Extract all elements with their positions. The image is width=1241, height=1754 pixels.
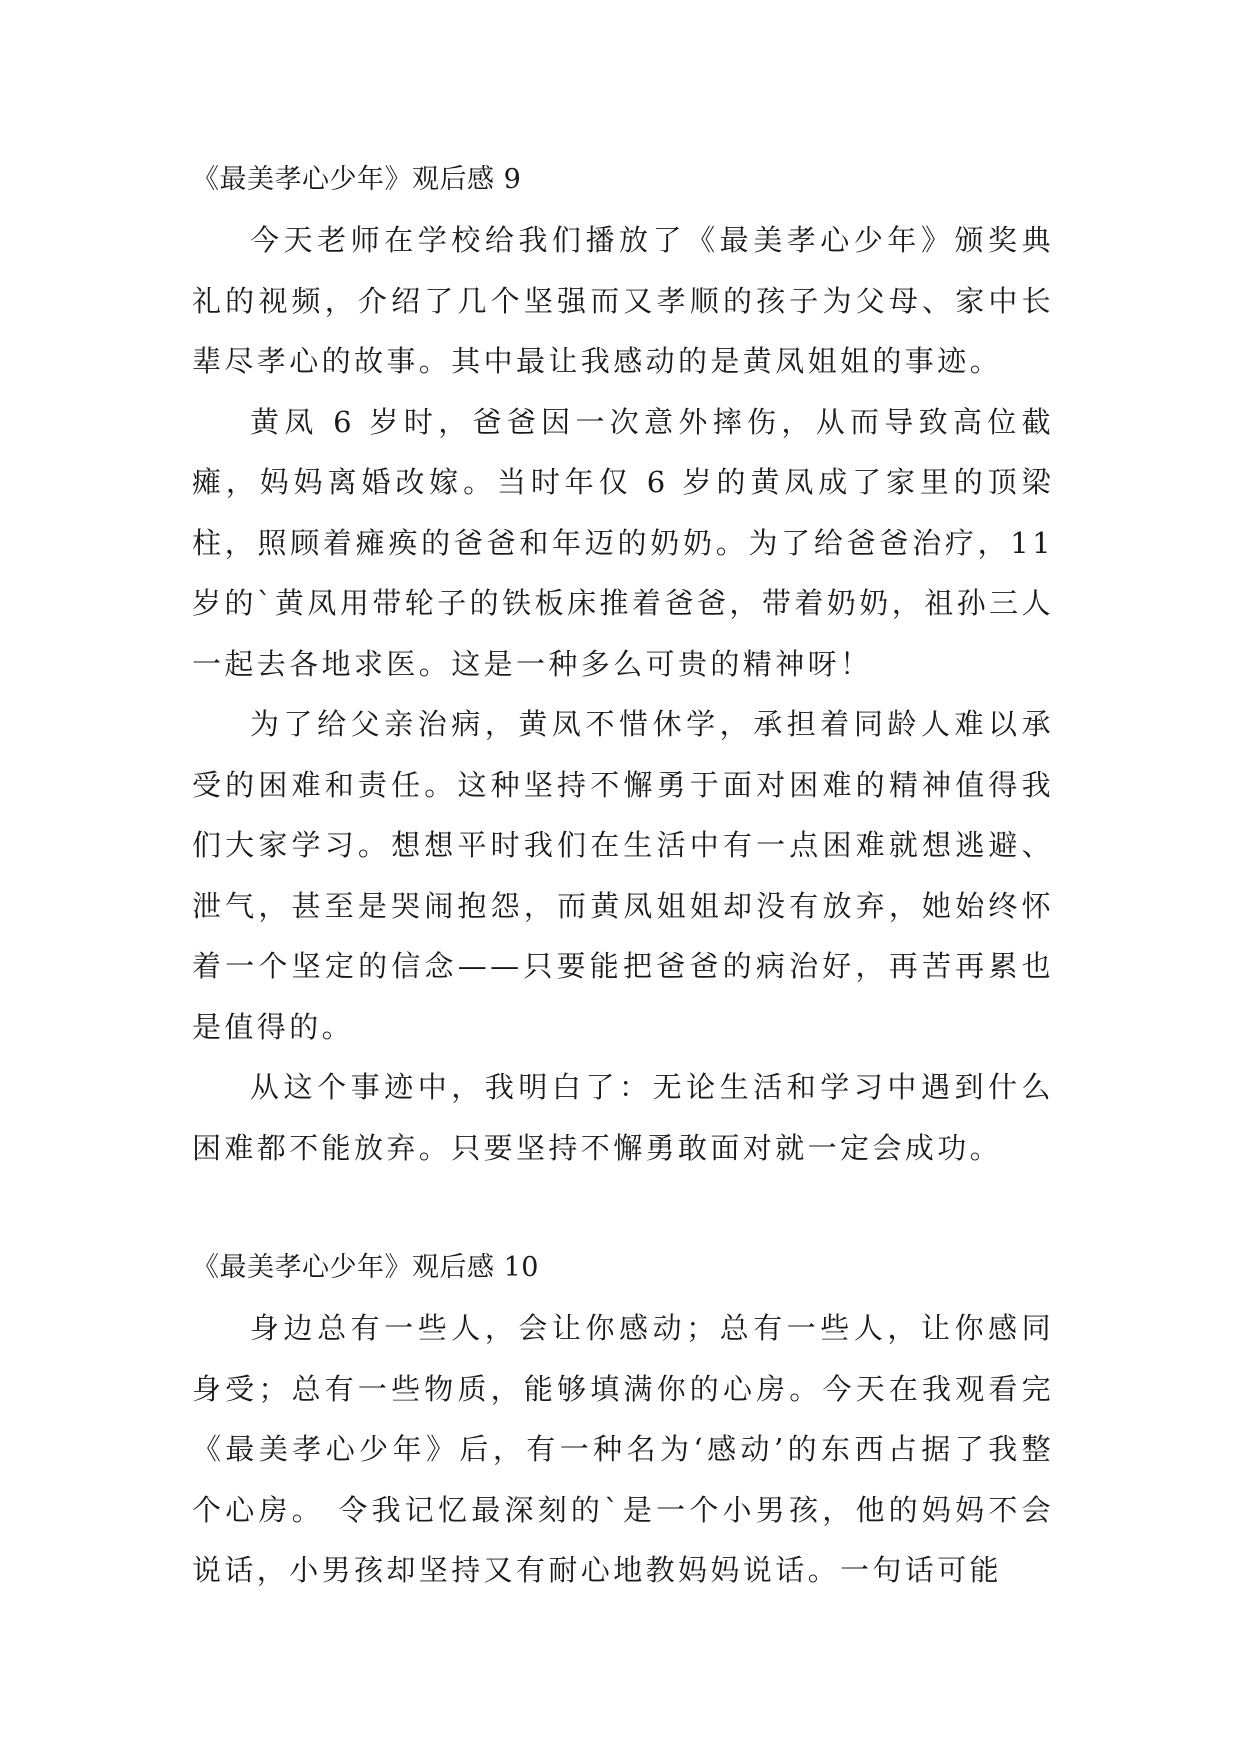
paragraph: 黄凤 6 岁时，爸爸因一次意外摔伤，从而导致高位截瘫，妈妈离婚改嫁。当时年仅 6 岁的黄凤成了家里的顶梁柱，照顾着瘫痪的爸爸和年迈的奶奶。为了给爸爸治疗，11 岁的`黄凤用带轮子的铁板床推着爸爸，带着奶奶，祖孙三人一起去各地求医。这是一种多么可贵的精神呀！ bbox=[192, 404, 1054, 681]
paragraph: 从这个事迹中，我明白了：无论生活和学习中遇到什么困难都不能放弃。只要坚持不懈勇敢面对就一定会成功。 bbox=[192, 1070, 1054, 1165]
essay-section bbox=[192, 150, 1054, 1178]
section-title: 《最美孝心少年》观后感 10 bbox=[192, 1252, 539, 1283]
essay-section bbox=[192, 1238, 1054, 1601]
document-body bbox=[192, 150, 1054, 1601]
paragraph: 身边总有一些人，会让你感动；总有一些人，让你感同身受；总有一些物质，能够填满你的心房。今天在我观看完《最美孝心少年》后，有一种名为‘感动’的东西占据了我整个心房。 令我记忆最深刻的`是一个小男孩，他的妈妈不会说话，小男孩却坚持又有耐心地教妈妈说话。一句话可能 bbox=[192, 1311, 1054, 1587]
paragraph: 为了给父亲治病，黄凤不惜休学，承担着同龄人难以承受的困难和责任。这种坚持不懈勇于面对困难的精神值得我们大家学习。想想平时我们在生活中有一点困难就想逃避、泄气，甚至是哭闹抱怨，而黄凤姐姐却没有放弃，她始终怀着一个坚定的信念——只要能把爸爸的病治好，再苦再累也是值得的。 bbox=[192, 707, 1054, 1044]
section-spacer bbox=[192, 1178, 1054, 1238]
section-title: 《最美孝心少年》观后感 9 bbox=[192, 164, 522, 195]
paragraph: 今天老师在学校给我们播放了《最美孝心少年》颁奖典礼的视频，介绍了几个坚强而又孝顺的孩子为父母、家中长辈尽孝心的故事。其中最让我感动的是黄凤姐姐的事迹。 bbox=[192, 223, 1054, 378]
